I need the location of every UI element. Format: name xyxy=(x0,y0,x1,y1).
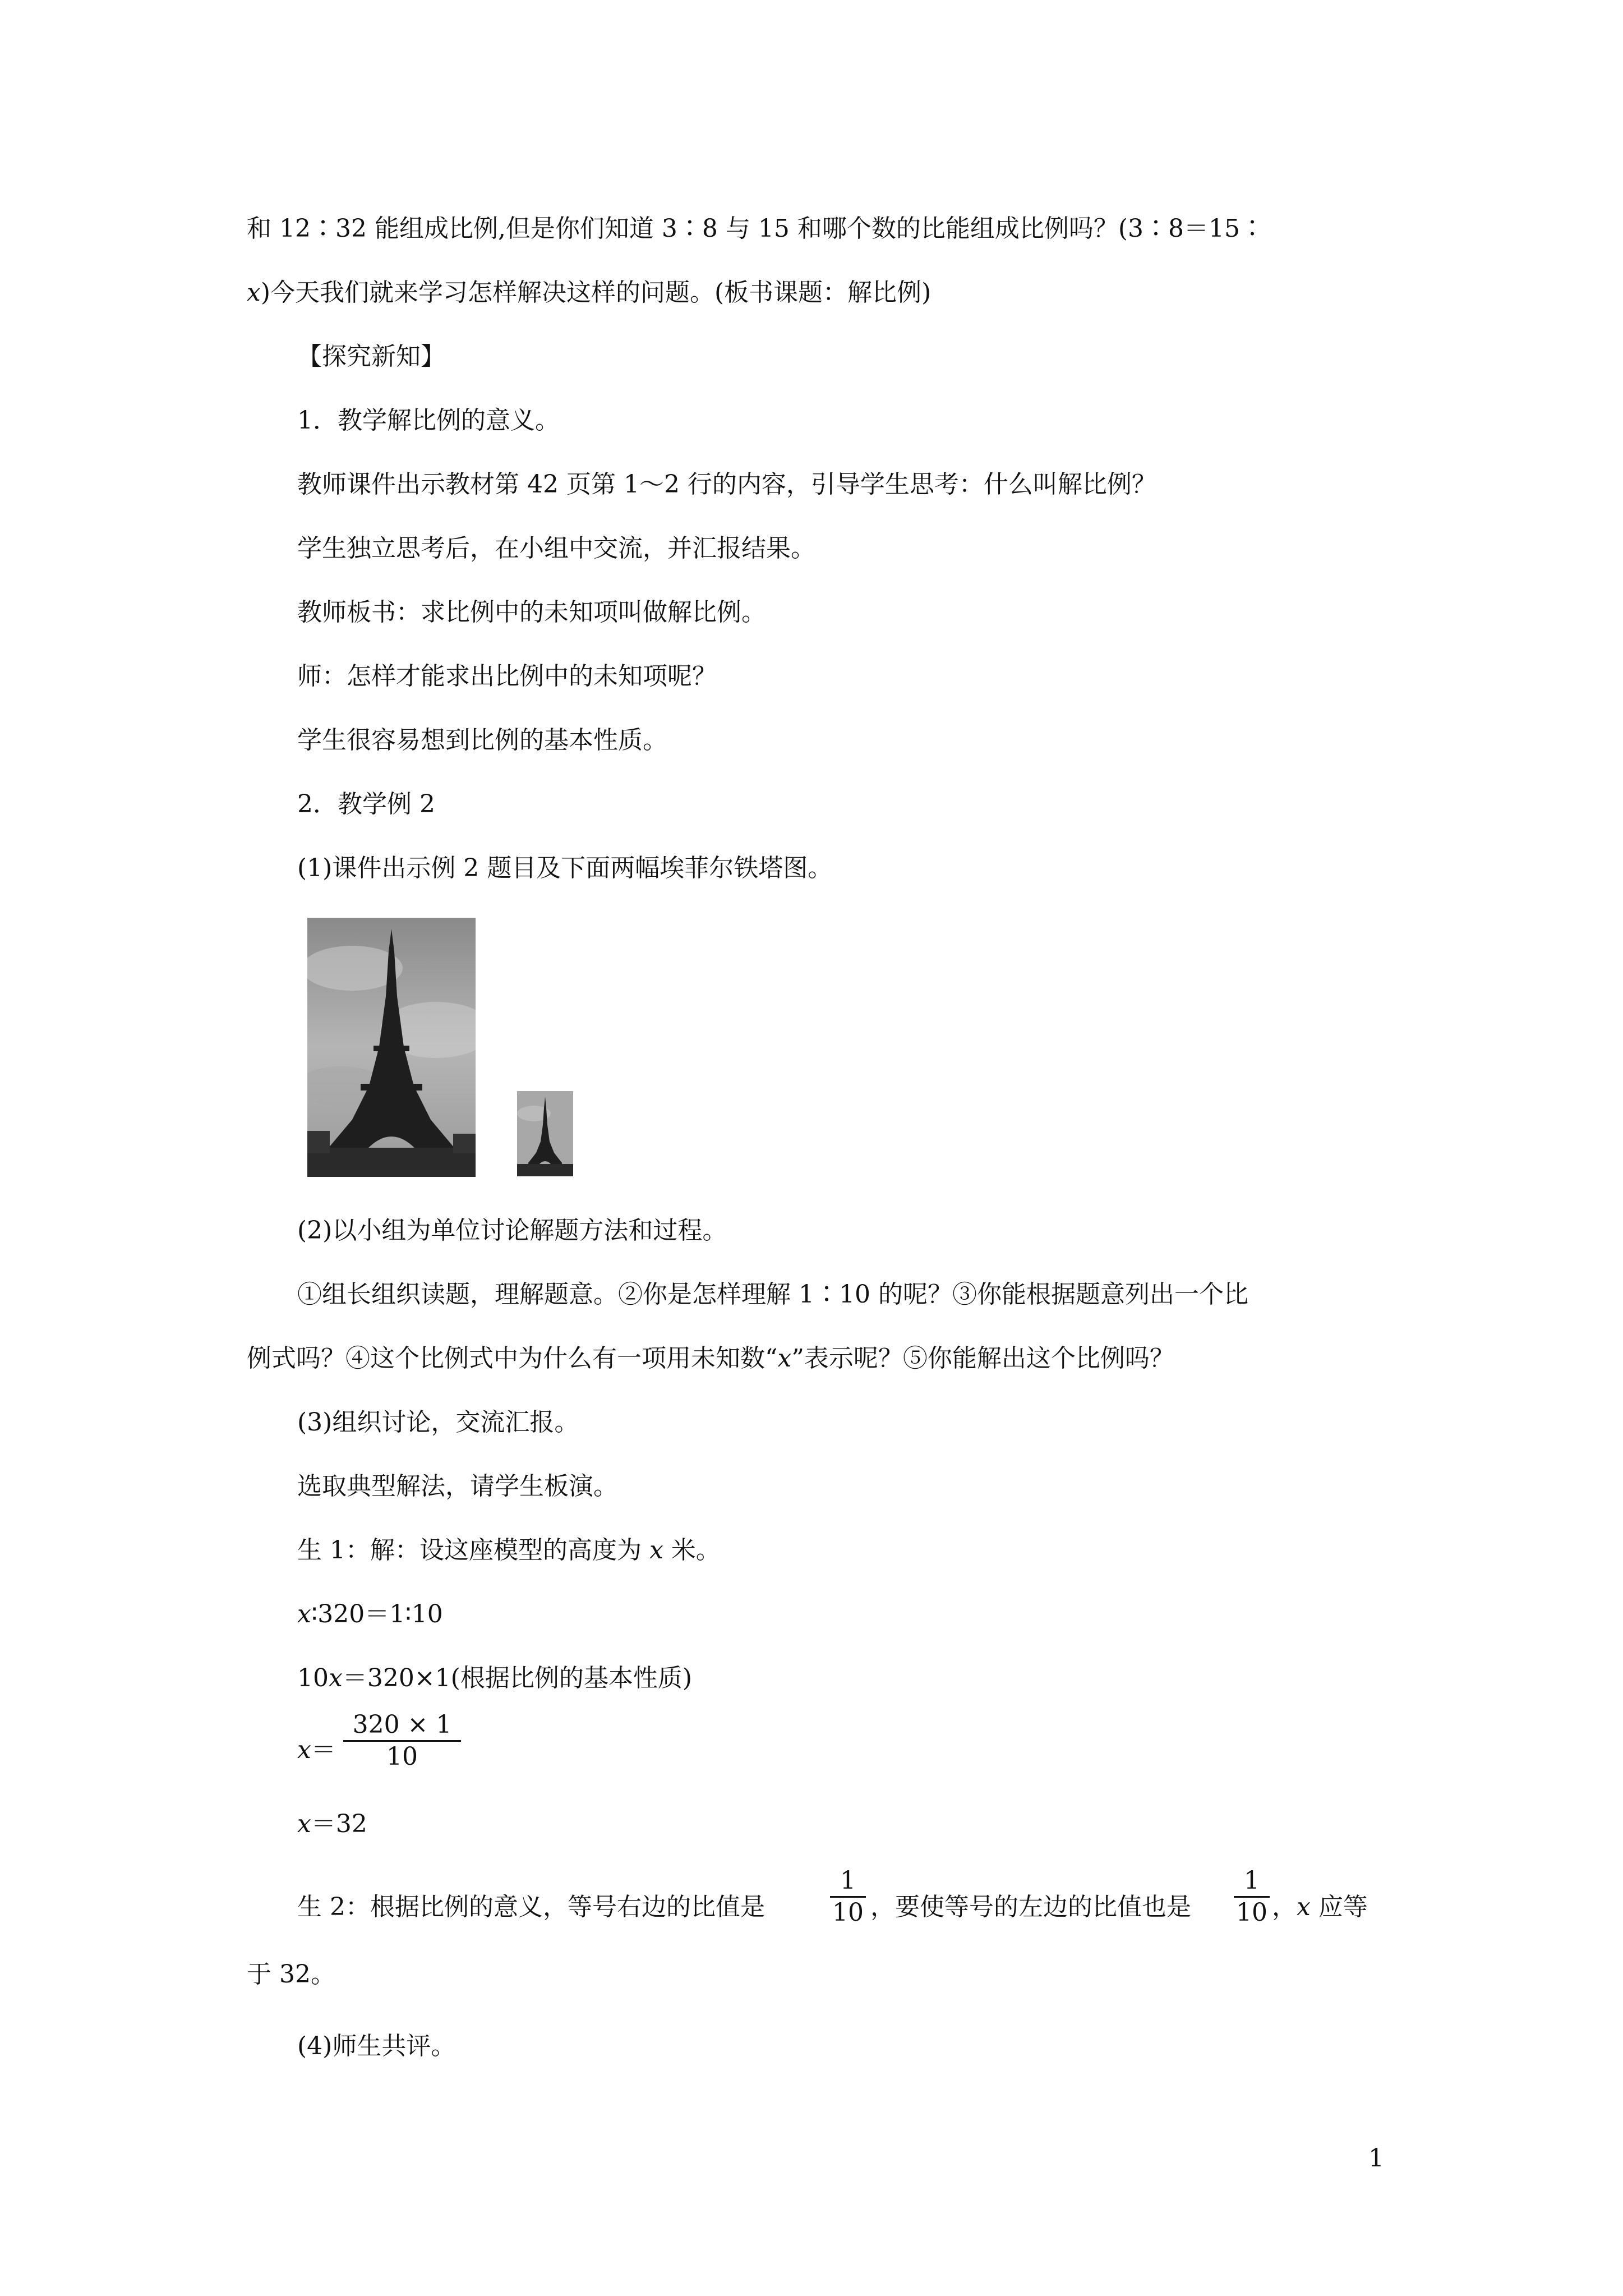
eiffel-tower-icon xyxy=(307,918,476,1177)
variable-x: x xyxy=(329,1664,343,1692)
text-line: 学生独立思考后，在小组中交流，并汇报结果。 xyxy=(297,534,815,563)
text-span: ， xyxy=(1272,1893,1297,1921)
fraction-denominator: 10 xyxy=(1234,1896,1270,1928)
section-heading: 【探究新知】 xyxy=(297,342,445,371)
text-line xyxy=(297,1890,765,1924)
text-span: 米。 xyxy=(663,1536,721,1565)
eiffel-tower-photo-large xyxy=(307,918,476,1177)
eiffel-tower-icon xyxy=(517,1091,573,1176)
text-span: ”表示呢？⑤你能解出这个比例吗？ xyxy=(791,1344,1174,1373)
text-span: 生 1：解：设这座模型的高度为 xyxy=(297,1536,649,1565)
variable-x: x xyxy=(297,1810,311,1838)
text-line xyxy=(870,1890,1191,1924)
fraction-numerator: 1 xyxy=(840,1866,856,1895)
text-span: ，要使等号的左边的比值也是 xyxy=(870,1893,1191,1921)
text-line: (2)以小组为单位讨论解题方法和过程。 xyxy=(297,1216,727,1245)
text-span: 10 xyxy=(297,1664,329,1692)
equation-line xyxy=(297,1733,336,1767)
text-line xyxy=(297,1534,721,1567)
fraction xyxy=(1234,1866,1270,1928)
equation-line xyxy=(297,1598,443,1631)
variable-x: x xyxy=(649,1536,663,1565)
section-title: 1．教学解比例的意义。 xyxy=(297,406,560,435)
page-number: 1 xyxy=(1368,2144,1384,2173)
text-line: ①组长组织读题，理解题意。②你是怎样理解 1∶10 的呢？③你能根据题意列出一个比 xyxy=(297,1280,1248,1309)
variable-x: x xyxy=(297,1736,311,1764)
text-line: 和 12∶32 能组成比例,但是你们知道 3∶8 与 15 和哪个数的比能组成比例吗？(3∶8＝15∶ xyxy=(247,214,1265,243)
text-span: ＝32 xyxy=(311,1810,367,1838)
fraction-denominator: 10 xyxy=(830,1896,866,1928)
text-line: 教师板书：求比例中的未知项叫做解比例。 xyxy=(297,598,766,627)
text-line: 教师课件出示教材第 42 页第 1～2 行的内容，引导学生思考：什么叫解比例？ xyxy=(297,470,1156,499)
text-span: ∶320＝1∶10 xyxy=(311,1600,443,1628)
variable-x: x xyxy=(1297,1893,1311,1921)
text-span: 生 2：根据比例的意义，等号右边的比值是 xyxy=(297,1893,765,1921)
section-title: 2．教学例 2 xyxy=(297,790,435,818)
text-line: 师：怎样才能求出比例中的未知项呢？ xyxy=(297,662,717,691)
variable-x: x xyxy=(297,1600,311,1628)
eiffel-tower-photo-small xyxy=(517,1091,573,1176)
equation-line xyxy=(297,1662,692,1695)
text-line: 学生很容易想到比例的基本性质。 xyxy=(297,726,667,754)
fraction-numerator: 1 xyxy=(1244,1866,1260,1895)
text-span: )今天我们就来学习怎样解决这样的问题。(板书课题：解比例) xyxy=(260,278,932,307)
fraction xyxy=(343,1710,461,1772)
variable-x: x xyxy=(777,1344,792,1373)
text-line xyxy=(1272,1890,1368,1924)
fraction xyxy=(830,1866,866,1928)
text-span: ＝320×1(根据比例的基本性质) xyxy=(342,1664,693,1692)
text-line: (3)组织讨论，交流汇报。 xyxy=(297,1408,579,1437)
text-span: 应等 xyxy=(1310,1893,1368,1921)
text-line: 于 32。 xyxy=(247,1960,335,1989)
equation-line xyxy=(297,1807,367,1841)
text-span: ＝ xyxy=(311,1736,336,1764)
text-line: 选取典型解法，请学生板演。 xyxy=(297,1472,618,1501)
text-line xyxy=(247,1342,1174,1375)
fraction-numerator: 320 × 1 xyxy=(352,1710,452,1739)
fraction-denominator: 10 xyxy=(343,1740,461,1772)
variable-x: x xyxy=(247,278,261,307)
text-line: (1)课件出示例 2 题目及下面两幅埃菲尔铁塔图。 xyxy=(297,854,833,882)
text-line xyxy=(247,276,931,310)
text-line: (4)师生共评。 xyxy=(297,2032,456,2060)
text-span: 例式吗？④这个比例式中为什么有一项用未知数“ xyxy=(247,1344,778,1373)
